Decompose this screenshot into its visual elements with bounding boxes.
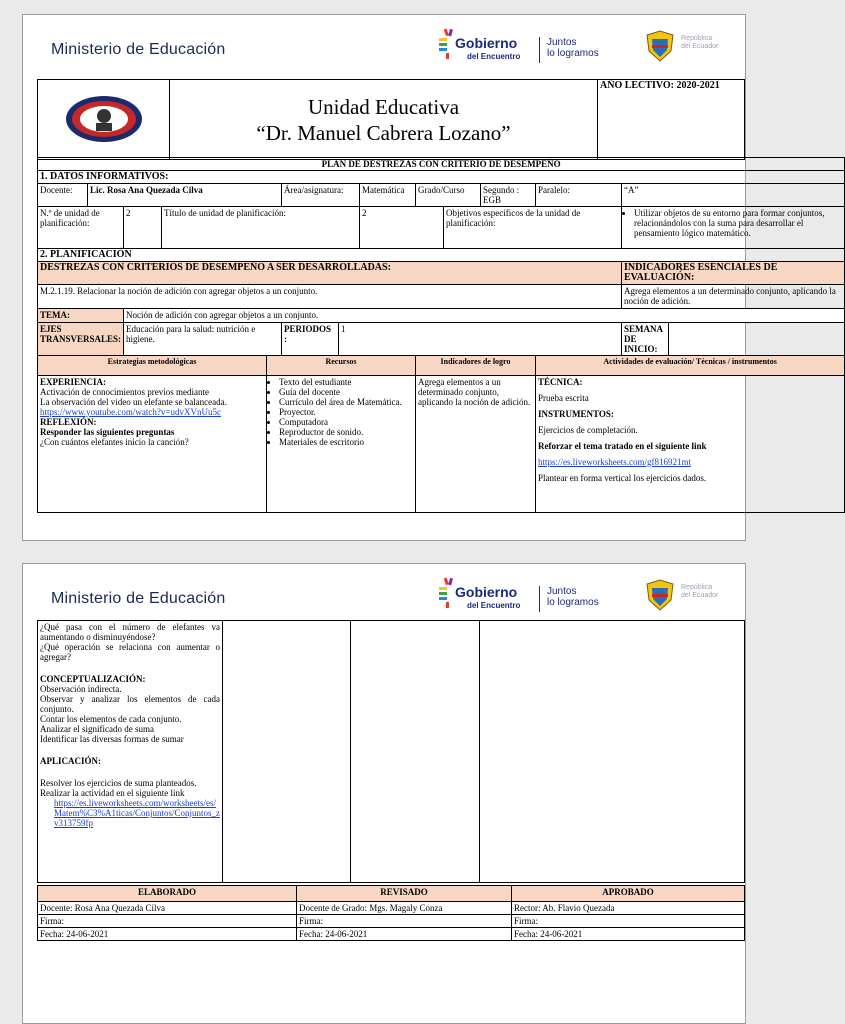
col-estrategias: Estrategias metodológicas <box>38 356 267 376</box>
periodos-value: 1 <box>339 323 622 356</box>
section-datos: 1. DATOS INFORMATIVOS: <box>38 171 845 184</box>
tema-value: Noción de adición con agregar objetos a un conjunto. <box>124 309 845 323</box>
objetivos-label: Objetivos específicos de la unidad de planificación: <box>444 207 622 249</box>
destrezas-header: DESTREZAS CON CRITERIOS DE DESEMPEÑO A SER DESARROLLADAS: <box>38 262 622 285</box>
school-year: AÑO LECTIVO: 2020-2021 <box>598 80 745 160</box>
revisado-fecha: Fecha: 24-06-2021 <box>297 928 512 941</box>
plan-table-continued <box>37 620 745 883</box>
revisado-firma: Firma: <box>297 915 512 928</box>
elaborado-fecha: Fecha: 24-06-2021 <box>38 928 297 941</box>
tema-label: TEMA: <box>38 309 124 323</box>
logro-cont-cell <box>351 621 480 883</box>
gobierno-text: Gobierno <box>455 35 518 51</box>
destreza-value: M.2.1.19. Relacionar la noción de adición con agregar objetos a un conjunto. <box>38 285 622 309</box>
indicador-value: Agrega elementos a un determinado conjunto, aplicando la noción de adición. <box>622 285 845 309</box>
ecuador-shield-icon <box>643 29 677 63</box>
recursos-list: • Texto del estudiante • Guía del docente • Currículo del área de Matemática. • Proyector. • Computadora • Reproductor de sonido. • Materiales de escritorio <box>269 377 413 447</box>
aprobado-firma: Firma: <box>512 915 745 928</box>
recursos-cell <box>267 376 416 513</box>
youtube-link[interactable]: https://www.youtube.com/watch?v=udvXVnUu5c <box>40 407 221 417</box>
estrategias-cont-cell: ¿Qué pasa con el número de elefantes va aumentando o disminuyéndose? ¿Qué operación se relaciona con aumentar o agregar? CONCEPTUALIZACIÓN: Observación indirecta. Observar y analizar los elementos de cada conjunto. Contar los elementos de cada conjunto. Analizar el significado de suma Identificar las diversas formas de sumar APLICACIÓN: Resolver los ejercicios de suma planteados. Realizar la actividad en el siguiente link https://es.liveworksheets.com/worksheets/es/Matem%C3%A1ticas/Conjuntos/Conjuntos_zv313759fp <box>38 621 223 883</box>
firmas-table <box>37 885 745 941</box>
titulo-value: 2 <box>360 207 444 249</box>
col-actividades: Actividades de evaluación/ Técnicas / instrumentos <box>536 356 845 376</box>
school-seal-icon <box>64 94 144 144</box>
recursos-cont-cell <box>223 621 351 883</box>
gobierno-logo <box>437 576 647 616</box>
titulo-label: Título de unidad de planificación: <box>162 207 360 249</box>
periodos-label: PERIODOS : <box>282 323 339 356</box>
conjuntos-link[interactable]: https://es.liveworksheets.com/worksheets/es/Matem%C3%A1ticas/Conjuntos/Conjuntos_zv313759fp <box>54 798 220 828</box>
aprobado-fecha: Fecha: 24-06-2021 <box>512 928 745 941</box>
estrategias-cell: EXPERIENCIA: Activación de conocimientos previos mediante La observación del video un elefante se balanceada. https://www.youtube.com/watch?v=udvXVnUu5c REFLEXIÓN: Responder las siguientes preguntas ¿Con cuántos elefantes inicio la canción? <box>38 376 267 513</box>
aprobado-docente: Rector: Ab. Flavio Quezada <box>512 902 745 915</box>
docente-value: Lic. Rosa Ana Quezada Cilva <box>88 184 282 207</box>
school-line2: “Dr. Manuel Cabrera Lozano” <box>256 120 511 145</box>
gobierno-logo <box>437 27 647 67</box>
grado-value: Segundo : EGB <box>481 184 536 207</box>
revisado-docente: Docente de Grado: Mgs. Magaly Conza <box>297 902 512 915</box>
unidad-value: 2 <box>124 207 162 249</box>
revisado-header: REVISADO <box>297 886 512 902</box>
ministry-title: Ministerio de Educación <box>51 41 226 58</box>
school-logo-cell <box>38 80 170 160</box>
paralelo-value: “A” <box>622 184 845 207</box>
area-value: Matemática <box>360 184 416 207</box>
ecuador-shield-icon <box>643 578 677 612</box>
ministry-title: Ministerio de Educación <box>51 590 226 607</box>
elaborado-header: ELABORADO <box>38 886 297 902</box>
republica-logo <box>643 29 743 65</box>
document-page-2 <box>22 563 746 1024</box>
plan-table <box>37 157 845 513</box>
elaborado-docente: Docente: Rosa Ana Quezada Cilva <box>38 902 297 915</box>
school-header-table <box>37 79 745 160</box>
republica-text: República del Ecuador <box>681 35 719 50</box>
actividades-cell: TÉCNICA: Prueba escrita INSTRUMENTOS: Ejercicios de completación. Reforzar el tema tratado en el siguiente link https://es.liveworksheets.com/gf816921mt Plantear en forma vertical los ejercicios dados. <box>536 376 845 513</box>
school-name <box>170 80 598 160</box>
actividades-cont-cell <box>480 621 745 883</box>
juntos-text: Juntos lo logramos <box>547 37 599 59</box>
republica-logo <box>643 578 743 614</box>
del-encuentro-text: del Encuentro <box>467 601 521 610</box>
elaborado-firma: Firma: <box>38 915 297 928</box>
aprobado-header: APROBADO <box>512 886 745 902</box>
area-label: Área/asignatura: <box>282 184 360 207</box>
semana-label: SEMANA DE INICIO: <box>622 323 669 356</box>
grado-label: Grado/Curso <box>416 184 481 207</box>
objetivo-value: • Utilizar objetos de su entorno para formar conjuntos, relacionándolos con la suma para desarrollar el pensamiento lógico matemático. <box>622 207 845 249</box>
col-logro: Indicadores de logro <box>416 356 536 376</box>
gobierno-text: Gobierno <box>455 584 518 600</box>
docente-label: Docente: <box>38 184 88 207</box>
page-header <box>23 15 745 77</box>
school-line1: Unidad Educativa <box>307 94 460 119</box>
plan-title: PLAN DE DESTREZAS CON CRITERIO DE DESEMPEÑO <box>38 158 845 171</box>
ejes-value: Educación para la salud: nutrición e higiene. <box>124 323 282 356</box>
unidad-label: N.º de unidad de planificación: <box>38 207 124 249</box>
section-planificacion: 2. PLANIFICACIÓN <box>38 249 845 262</box>
liveworksheets-link[interactable]: https://es.liveworksheets.com/gf816921mt <box>538 457 691 467</box>
col-recursos: Recursos <box>267 356 416 376</box>
juntos-text: Juntos lo logramos <box>547 586 599 608</box>
indicadores-header: INDICADORES ESENCIALES DE EVALUACIÓN: <box>622 262 845 285</box>
semana-value <box>669 323 845 356</box>
logro-cell: Agrega elementos a un determinado conjunto, aplicando la noción de adición. <box>416 376 536 513</box>
ejes-label: EJES TRANSVERSALES: <box>38 323 124 356</box>
page-header-2 <box>23 564 745 626</box>
republica-text: República del Ecuador <box>681 584 719 599</box>
paralelo-label: Paralelo: <box>536 184 622 207</box>
del-encuentro-text: del Encuentro <box>467 52 521 61</box>
document-page-1 <box>22 14 836 541</box>
